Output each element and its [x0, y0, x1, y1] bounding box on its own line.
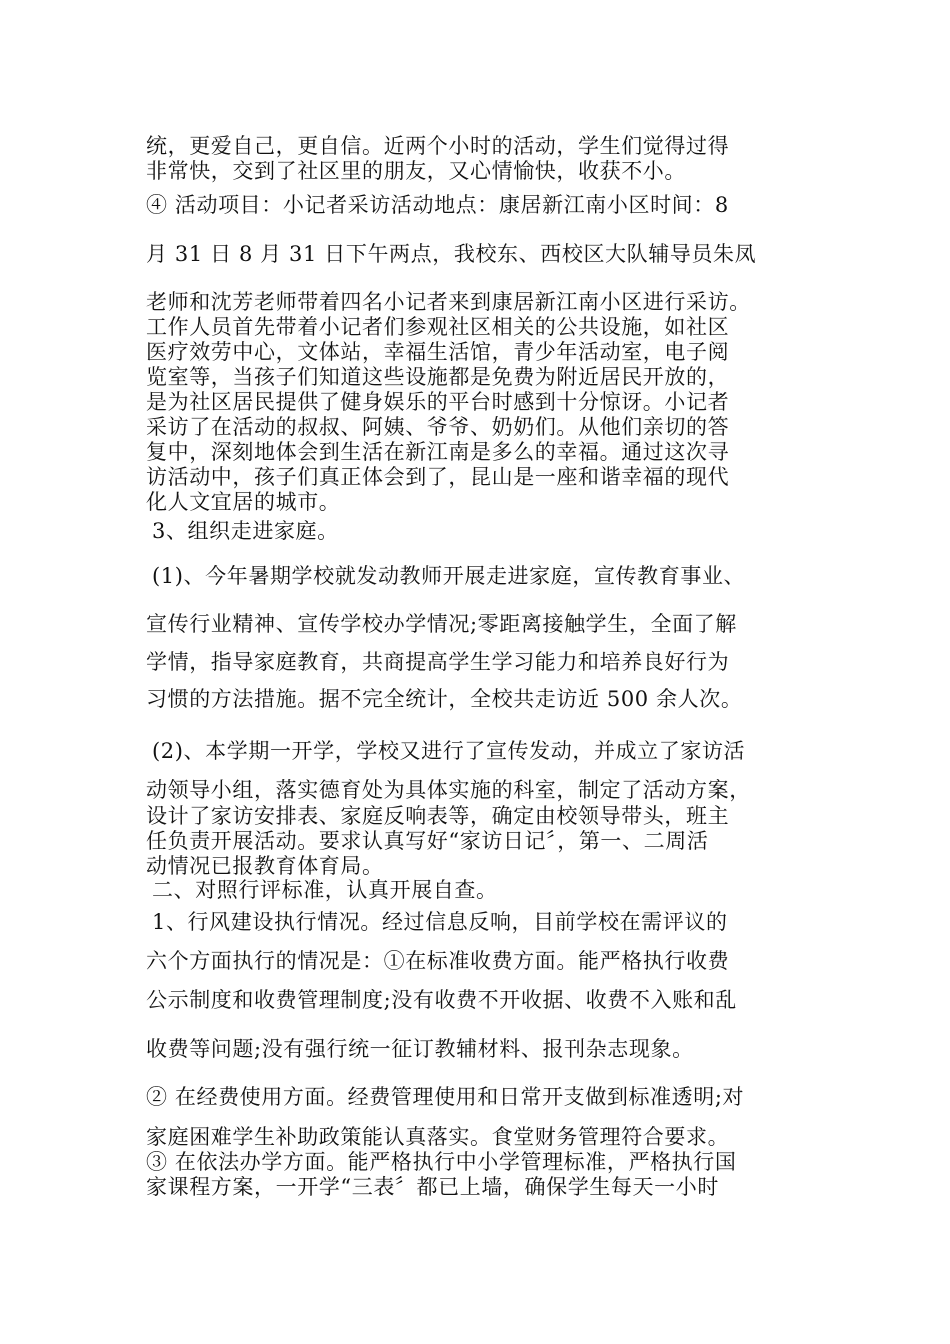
- text-line: 收费等问题;没有强行统一征订教辅材料、报刊杂志现象。: [146, 1037, 694, 1061]
- text-line: 访活动中，孩子们真正体会到了，昆山是一座和谐幸福的现代: [146, 465, 730, 489]
- text-line: 览室等，当孩子们知道这些设施都是免费为附近居民开放的，: [146, 365, 730, 389]
- text-line: 统，更爱自己，更自信。近两个小时的活动，学生们觉得过得: [146, 134, 730, 158]
- text-line: 老师和沈芳老师带着四名小记者来到康居新江南小区进行采访。: [146, 290, 751, 314]
- text-line: 宣传行业精神、宣传学校办学情况;零距离接触学生，全面了解: [146, 612, 737, 636]
- text-line: 月 31 日 8 月 31 日下午两点，我校东、西校区大队辅导员朱凤: [146, 242, 757, 266]
- text-line: 化人文宜居的城市。: [146, 490, 341, 514]
- text-line: 工作人员首先带着小记者们参观社区相关的公共设施，如社区: [146, 315, 730, 339]
- text-line: 习惯的方法措施。据不完全统计，全校共走访近 500 余人次。: [146, 687, 743, 711]
- text-line: 非常快，交到了社区里的朋友，又心情愉快，收获不小。: [146, 159, 686, 183]
- text-line: 六个方面执行的情况是：①在标准收费方面。能严格执行收费: [146, 949, 730, 973]
- text-line: 医疗效劳中心，文体站，幸福生活馆，青少年活动室，电子阅: [146, 340, 730, 364]
- text-line: (1)、今年暑期学校就发动教师开展走进家庭，宣传教育事业、: [152, 564, 746, 588]
- text-line: (2)、本学期一开学，学校又进行了宣传发动，并成立了家访活: [152, 739, 746, 763]
- text-line: 复中，深刻地体会到生活在新江南是多么的幸福。通过这次寻: [146, 440, 730, 464]
- text-line: 是为社区居民提供了健身娱乐的平台时感到十分惊讶。小记者: [146, 390, 730, 414]
- text-line: 动领导小组，落实德育处为具体实施的科室，制定了活动方案，: [146, 778, 751, 802]
- text-line: 设计了家访安排表、家庭反响表等，确定由校领导带头，班主: [146, 804, 730, 828]
- text-line: 家课程方案，一开学“三表〞都已上墙，确保学生每天一小时: [146, 1175, 719, 1199]
- text-line: 家庭困难学生补助政策能认真落实。食堂财务管理符合要求。: [146, 1125, 730, 1149]
- text-line: ② 在经费使用方面。经费管理使用和日常开支做到标准透明;对: [146, 1085, 745, 1109]
- text-line: 采访了在活动的叔叔、阿姨、爷爷、奶奶们。从他们亲切的答: [146, 415, 730, 439]
- text-line: ③ 在依法办学方面。能严格执行中小学管理标准，严格执行国: [146, 1150, 737, 1174]
- section-heading: 3、组织走进家庭。: [152, 519, 339, 543]
- text-line: 1、行风建设执行情况。经过信息反响，目前学校在需评议的: [152, 910, 728, 934]
- section-heading: 二、对照行评标准，认真开展自查。: [152, 878, 498, 902]
- text-line: 学情，指导家庭教育，共商提高学生学习能力和培养良好行为: [146, 650, 730, 674]
- text-line: 公示制度和收费管理制度;没有收费不开收据、收费不入账和乱: [146, 988, 737, 1012]
- text-line: 任负责开展活动。要求认真写好“家访日记〞，第一、二周活: [146, 829, 709, 853]
- text-line: ④ 活动项目：小记者采访活动地点：康居新江南小区时间：8: [146, 193, 729, 217]
- text-line: 动情况已报教育体育局。: [146, 854, 384, 878]
